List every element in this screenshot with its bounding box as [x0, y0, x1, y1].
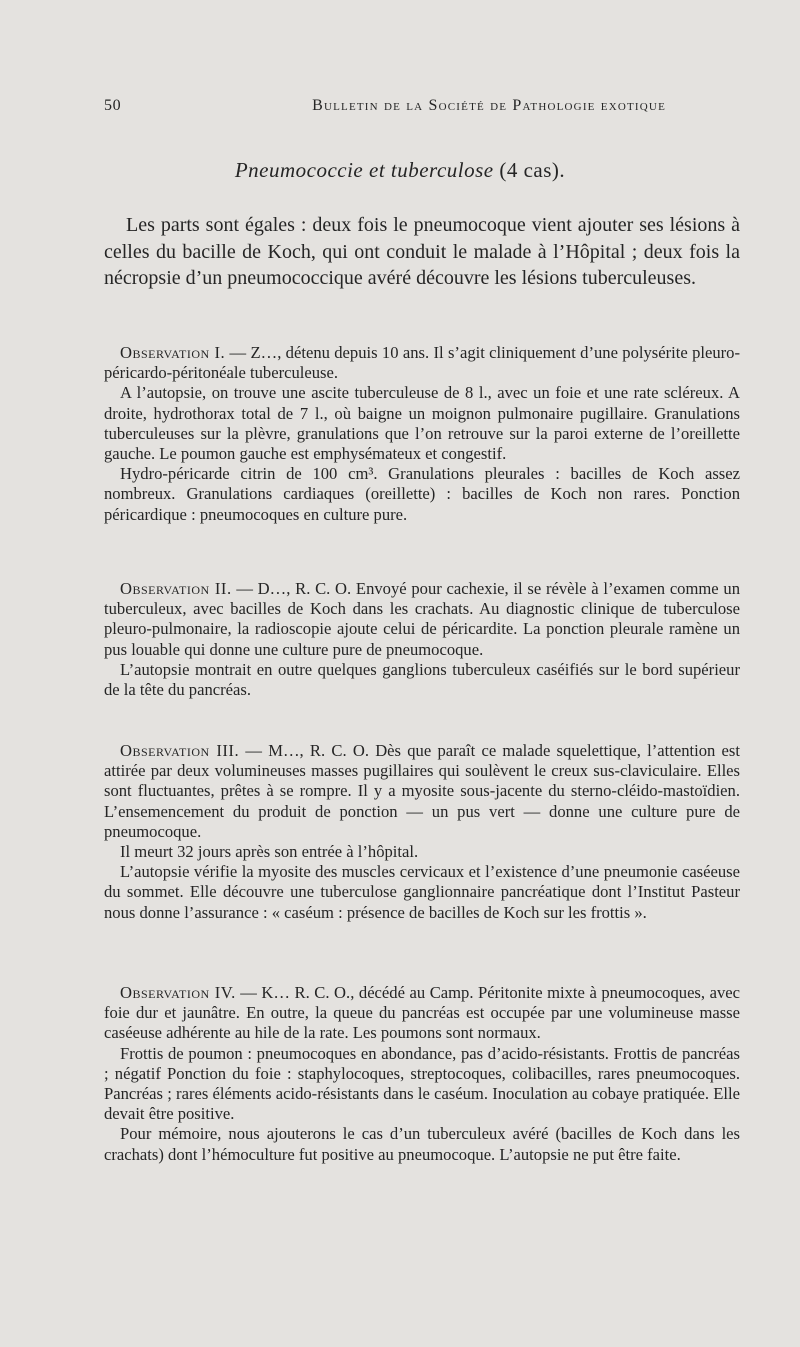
- observation-1: [104, 343, 740, 525]
- running-header: [104, 97, 666, 115]
- observation-paragraph: Il meurt 32 jours après son entrée à l’hôpital.: [120, 842, 419, 862]
- observation-label: Observation III.: [120, 741, 240, 760]
- observation-paragraph: Observation I. — Z…, détenu depuis 10 ans. Il s’agit cliniquement d’une polysérite pleuro-péricardo-péritonéale tuberculeuse.: [104, 343, 740, 383]
- observation-paragraph: Hydro-péricarde citrin de 100 cm³. Granulations pleurales : bacilles de Koch assez nombreux. Granulations cardiaques (oreillette) : bacilles de Koch non rares. Ponction péricardique : pneumocoques en culture pure.: [104, 464, 740, 524]
- observation-paragraph: Observation IV. — K… R. C. O., décédé au Camp. Péritonite mixte à pneumocoques, avec foie dur et jaunâtre. En outre, la queue du pancréas est occupée par une volumineuse masse caséeuse adhérente au hile de la rate. Les poumons sont normaux.: [104, 983, 740, 1043]
- intro-paragraph: Les parts sont égales : deux fois le pneumocoque vient ajouter ses lésions à celles du bacille de Koch, qui ont conduit le malade à l’Hôpital ; deux fois la nécropsie d’un pneumococcique avéré découvre les lésions tuberculeuses.: [104, 214, 740, 289]
- observation-3: [104, 741, 740, 923]
- observation-paragraph: Frottis de poumon : pneumocoques en abondance, pas d’acido-résistants. Frottis de pancréas ; négatif Ponction du foie : staphylocoques, streptocoques, colibacilles, rares pneumocoques. Pancréas ; rares éléments acido-résistants dans le caséum. Inoculation au cobaye pratiquée. Elle devait être positive.: [104, 1043, 740, 1124]
- observation-paragraph: Observation III. — M…, R. C. O. Dès que paraît ce malade squelettique, l’attention est attirée par deux volumineuses masses pugillaires qui soulèvent le creux sus-claviculaire. Elles sont fluctuantes, prêtes à se rompre. Il y a myosite sous-jacente du sterno-cléido-mastoïdien. L’ensemencement du produit de ponction — un pus vert — donne une culture pure de pneumocoque.: [104, 741, 740, 841]
- observation-2: [104, 579, 740, 700]
- page-number: 50: [104, 97, 122, 114]
- observation-paragraph: Pour mémoire, nous ajouterons le cas d’un tuberculeux avéré (bacilles de Koch dans les crachats) dont l’hémoculture fut positive au pneumocoque. L’autopsie ne put être faite.: [104, 1124, 740, 1164]
- observation-paragraph: L’autopsie montrait en outre quelques ganglions tuberculeux caséifiés sur le bord supérieur de la tête du pancréas.: [104, 659, 740, 700]
- observation-label: Observation II.: [120, 579, 232, 598]
- observation-label: Observation I.: [120, 343, 226, 362]
- observation-paragraph: L’autopsie vérifie la myosite des muscles cervicaux et l’existence d’une pneumonie caséeuse du sommet. Elle découvre une tuberculose ganglionnaire pancréatique dont l’Institut Pasteur nous donne l’assurance : « caséum : présence de bacilles de Koch sur les frottis ».: [104, 862, 740, 922]
- section-title-text: Pneumococcie et tuberculose: [234, 158, 494, 182]
- observation-paragraph: Observation II. — D…, R. C. O. Envoyé pour cachexie, il se révèle à l’examen comme un tuberculeux, avec bacilles de Koch dans les crachats. Au diagnostic clinique de tuberculose pleuro-pulmonaire, la radioscopie ajoute celui de péricardite. La ponction pleurale ramène un pus louable qui donne une culture pure de pneumocoque.: [104, 579, 740, 659]
- observation-4: [104, 983, 740, 1165]
- section-title: [0, 158, 800, 183]
- observation-paragraph: A l’autopsie, on trouve une ascite tuberculeuse de 8 l., avec un foie et une rate scléreux. A droite, hydrothorax total de 7 l., où baigne un moignon pulmonaire pugillaire. Granulations tuberculeuses sur la plèvre, granulations que l’on retrouve sur la paroi externe de l’oreillette gauche. Le poumon gauche est emphysémateux et congestif.: [104, 383, 740, 464]
- journal-title: Bulletin de la Société de Pathologie exotique: [312, 97, 666, 114]
- observation-label: Observation IV.: [120, 983, 236, 1002]
- section-case-count: (4 cas).: [499, 158, 566, 182]
